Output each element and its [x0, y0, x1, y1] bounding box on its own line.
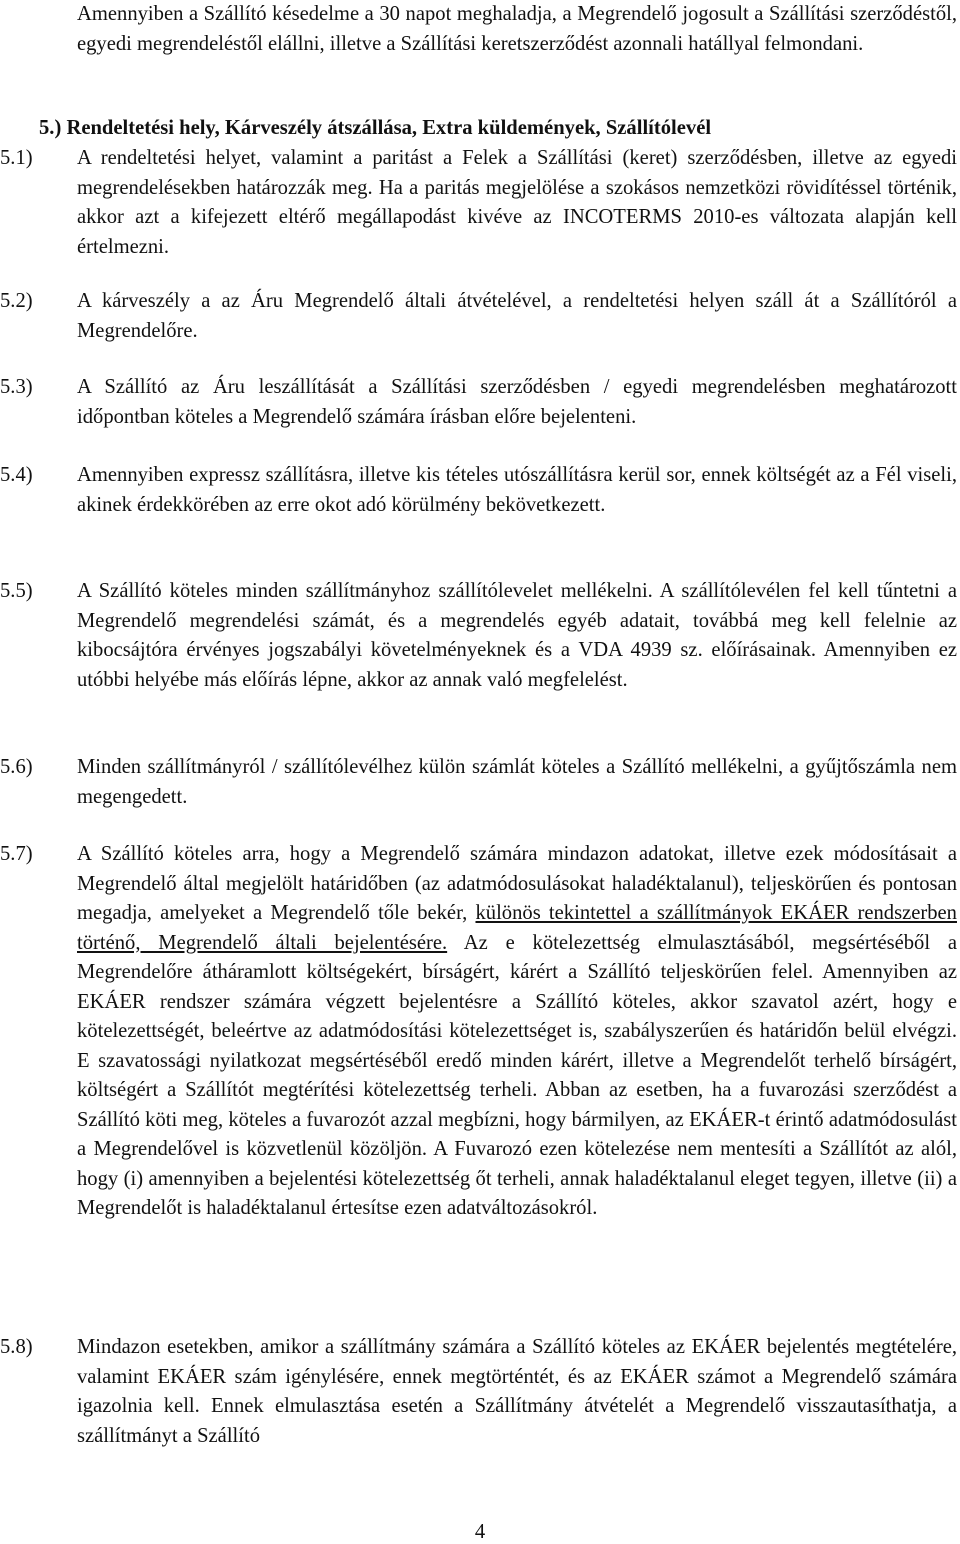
clause-text-start: A Szállító köteles arra, hogy a Megrendelő számára mindazon adatokat, illetve ezek módosításait a Megrendelő által megjelölt határidőben (az adatmódosulásokat haladéktalanul), teljeskörűen és pontosan megadja, amelyeket a Megrendelő tőle bekér, — [77, 843, 957, 924]
clause-text: A kárveszély a az Áru Megrendelő általi átvételével, a rendeltetési helyen száll át a Szállítóról a Megrendelőre. — [77, 290, 957, 342]
clause-5-2 — [0, 287, 957, 346]
clause-text: Minden szállítmányról / szállítólevélhez külön számlát köteles a Szállító mellékelni, a gyűjtőszámla nem megengedett. — [77, 756, 957, 808]
clause-number: 5.2) — [0, 290, 33, 312]
clause-text: A Szállító az Áru leszállítását a Szállítási szerződésben / egyedi megrendelésben meghatározott időpontban köteles a Megrendelő számára írásban előre bejelenteni. — [77, 376, 957, 428]
underlined-ekaer-notice: különös tekintettel a szállítmányok EKÁER rendszerben történő, Megrendelő általi bejelentésére. — [77, 902, 957, 954]
clause-5-4 — [0, 461, 957, 520]
clause-5-1 — [0, 144, 957, 262]
page-number: 4 — [474, 1521, 486, 1543]
clause-number: 5.8) — [0, 1336, 33, 1358]
clause-5-5 — [0, 577, 957, 695]
clause-number: 5.3) — [0, 376, 33, 398]
section-heading: 5.) Rendeltetési hely, Kárveszély átszállása, Extra küldemények, Szállítólevél — [39, 117, 712, 139]
clause-text: Amennyiben expressz szállításra, illetve kis tételes utószállításra kerül sor, ennek költségét az a Fél viseli, akinek érdekkörében az erre okot adó körülmény bekövetkezett. — [77, 464, 957, 516]
clause-text: Mindazon esetekben, amikor a szállítmány számára a Szállító köteles az EKÁER bejelentés megtételére, valamint EKÁER szám igénylésére, ennek megtörténtét, és az EKÁER számot a Megrendelő számára igazolnia kell. Ennek elmulasztása esetén a Szállítmány átvételét a Megrendelő visszautasíthatja, a szállítmányt a Szállító — [77, 1336, 957, 1447]
clause-number: 5.6) — [0, 756, 33, 778]
clause-text: A rendeltetési helyet, valamint a paritást a Felek a Szállítási (keret) szerződésben, illetve az egyedi megrendelésekben határozzák meg. Ha a paritás megjelölése a szokásos nemzetközi rövidítéssel történik, akkor azt a kifejezett eltérő megállapodást kivéve az INCOTERMS 2010-es változata alapján kell értelmezni. — [77, 147, 957, 258]
clause-text: A Szállító köteles minden szállítmányhoz szállítólevelet mellékelni. A szállítólevélen fel kell tűntetni a Megrendelő megrendelési számát, és a megrendelés egyéb adatait, továbbá meg kell felelnie az kibocsájtóra érvényes jogszabályi követelményeknek és a VDA 4939 sz. előírásainak. Amennyiben ez utóbbi helyébe más előírás lépne, akkor az annak való megfelelést. — [77, 580, 957, 691]
clause-5-6 — [0, 753, 957, 812]
intro-paragraph: Amennyiben a Szállító késedelme a 30 napot meghaladja, a Megrendelő jogosult a Szállítási szerződéstől, egyedi megrendeléstől elállni, illetve a Szállítási keretszerződést azonnali hatállyal felmondani. — [77, 3, 957, 55]
clause-number: 5.5) — [0, 580, 33, 602]
clause-5-8 — [0, 1333, 957, 1451]
clause-text — [77, 840, 957, 1224]
clause-text-rest: Az e kötelezettség elmulasztásából, megsértéséből a Megrendelőre átháramlott költségekért, bírságért, kárért a Szállító teljeskörűen felel. Amennyiben az EKÁER rendszer számára végzett bejelentésre a Szállító köteles, akkor szavatol azért, hogy e kötelezettségét, beleértve az adatmódosítási kötelezettséget is, szabályszerűen és határidőn belül elvégzi. E szavatossági nyilatkozat megsértéséből eredő minden kárért, illetve a Megrendelőt terhelő bírságért, költségért a Szállítót megtérítési kötelezettség terheli. Abban az esetben, ha a fuvarozási szerződést a Szállító köti meg, köteles a fuvarozót azzal megbízni, hogy bármilyen, az EKÁER-t érintő adatmódosulást a Megrendelővel is közvetlenül közöljön. A Fuvarozó ezen kötelezése nem mentesíti a Szállítót az alól, hogy (i) amennyiben a bejelentési kötelezettség őt terheli, annak haladéktalanul eleget tegyen, illetve (ii) a Megrendelőt is haladéktalanul értesítse ezen adatváltozásokról. — [77, 931, 957, 1219]
clause-5-3 — [0, 373, 957, 432]
clause-number: 5.1) — [0, 147, 33, 169]
clause-number: 5.4) — [0, 464, 33, 486]
clause-5-7 — [0, 840, 957, 1224]
clause-number: 5.7) — [0, 843, 33, 865]
